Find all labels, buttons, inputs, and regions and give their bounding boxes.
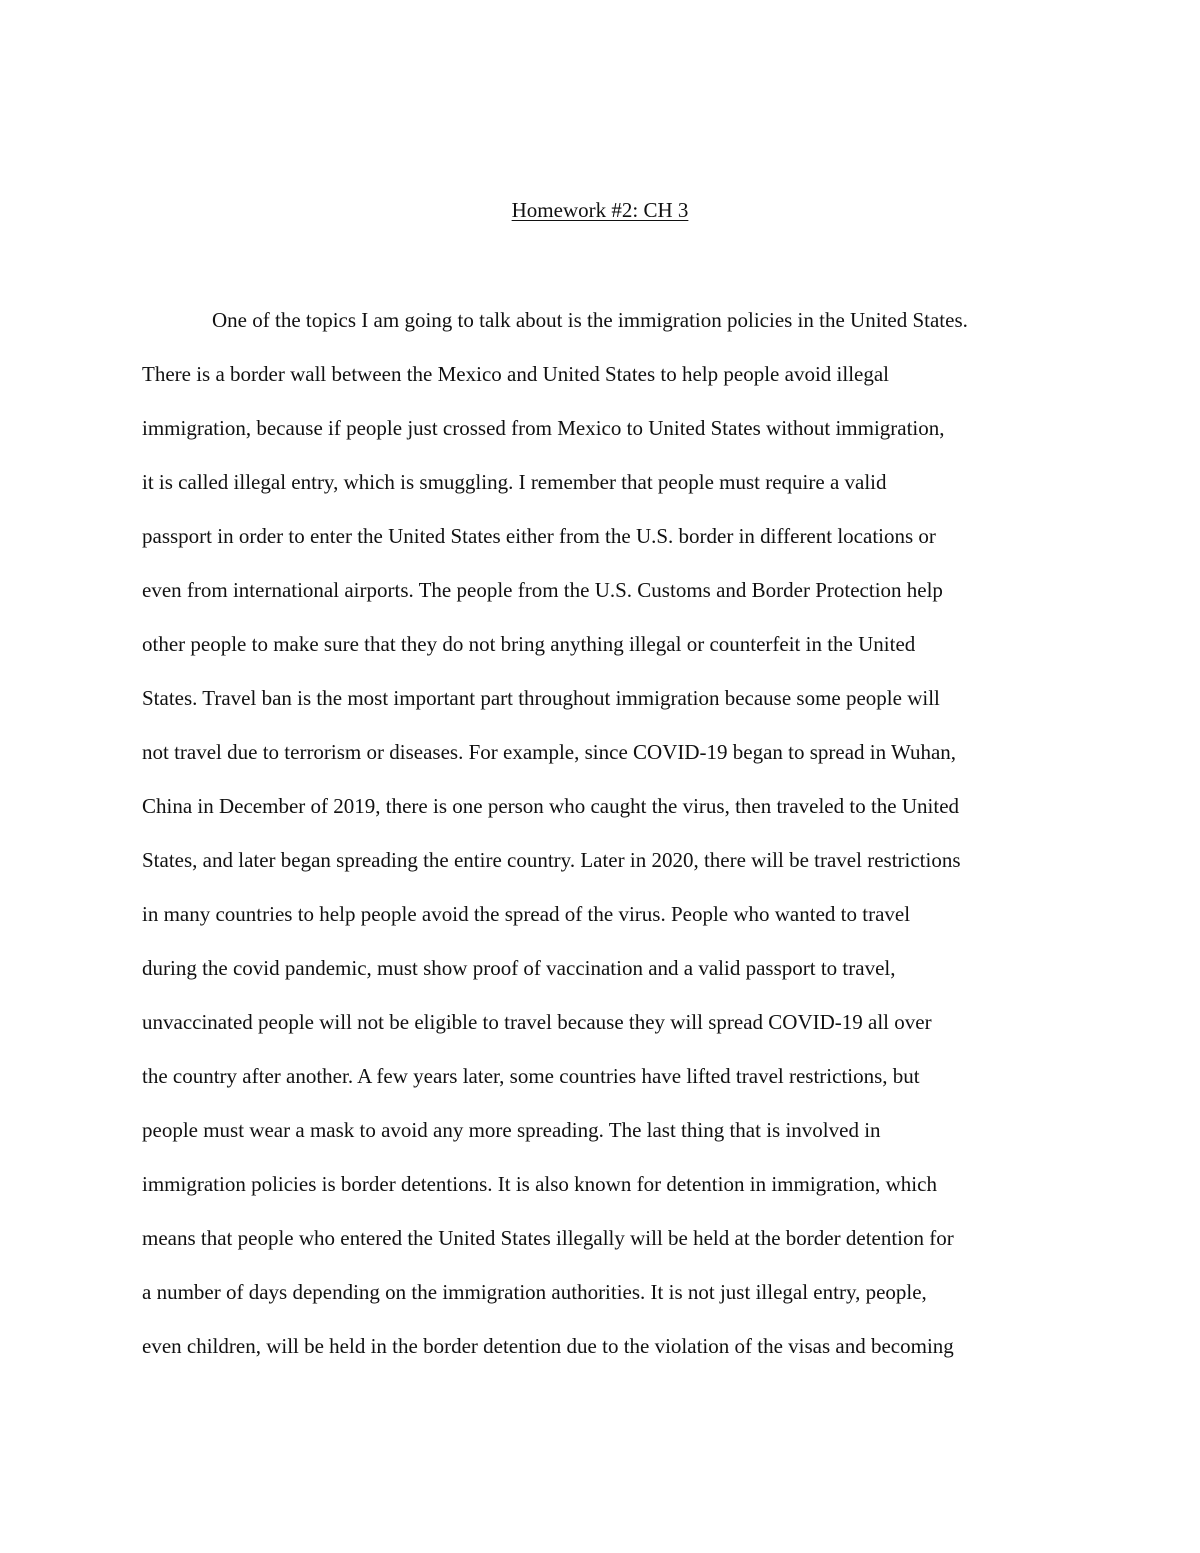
body-line: immigration policies is border detentions. It is also known for detention in immigration, which	[142, 1172, 937, 1196]
body-line: not travel due to terrorism or diseases. For example, since COVID-19 began to spread in Wuhan,	[142, 740, 957, 764]
body-line: States, and later began spreading the entire country. Later in 2020, there will be travel restrictions	[142, 848, 961, 872]
body-line: other people to make sure that they do not bring anything illegal or counterfeit in the United	[142, 632, 916, 656]
body-line: in many countries to help people avoid the spread of the virus. People who wanted to travel	[142, 902, 911, 926]
body-line: unvaccinated people will not be eligible to travel because they will spread COVID-19 all over	[142, 1010, 932, 1034]
body-line: One of the topics I am going to talk about is the immigration policies in the United States.	[212, 308, 968, 332]
body-line: it is called illegal entry, which is smuggling. I remember that people must require a valid	[142, 470, 887, 494]
document-body	[142, 300, 1062, 1380]
body-line: people must wear a mask to avoid any more spreading. The last thing that is involved in	[142, 1118, 881, 1142]
body-line: passport in order to enter the United States either from the U.S. border in different locations or	[142, 524, 936, 548]
body-line: States. Travel ban is the most important part throughout immigration because some people will	[142, 686, 940, 710]
body-line: the country after another. A few years later, some countries have lifted travel restrictions, but	[142, 1064, 920, 1088]
body-line: means that people who entered the United States illegally will be held at the border detention for	[142, 1226, 954, 1250]
body-line: immigration, because if people just crossed from Mexico to United States without immigration,	[142, 416, 945, 440]
body-line: even children, will be held in the border detention due to the violation of the visas and becoming	[142, 1334, 954, 1358]
body-line: China in December of 2019, there is one person who caught the virus, then traveled to the United	[142, 794, 960, 818]
body-line: There is a border wall between the Mexico and United States to help people avoid illegal	[142, 362, 890, 386]
body-line: during the covid pandemic, must show proof of vaccination and a valid passport to travel,	[142, 956, 896, 980]
body-line: even from international airports. The people from the U.S. Customs and Border Protection help	[142, 578, 943, 602]
document-title: Homework #2: CH 3	[511, 198, 689, 222]
body-line: a number of days depending on the immigration authorities. It is not just illegal entry, people,	[142, 1280, 927, 1304]
